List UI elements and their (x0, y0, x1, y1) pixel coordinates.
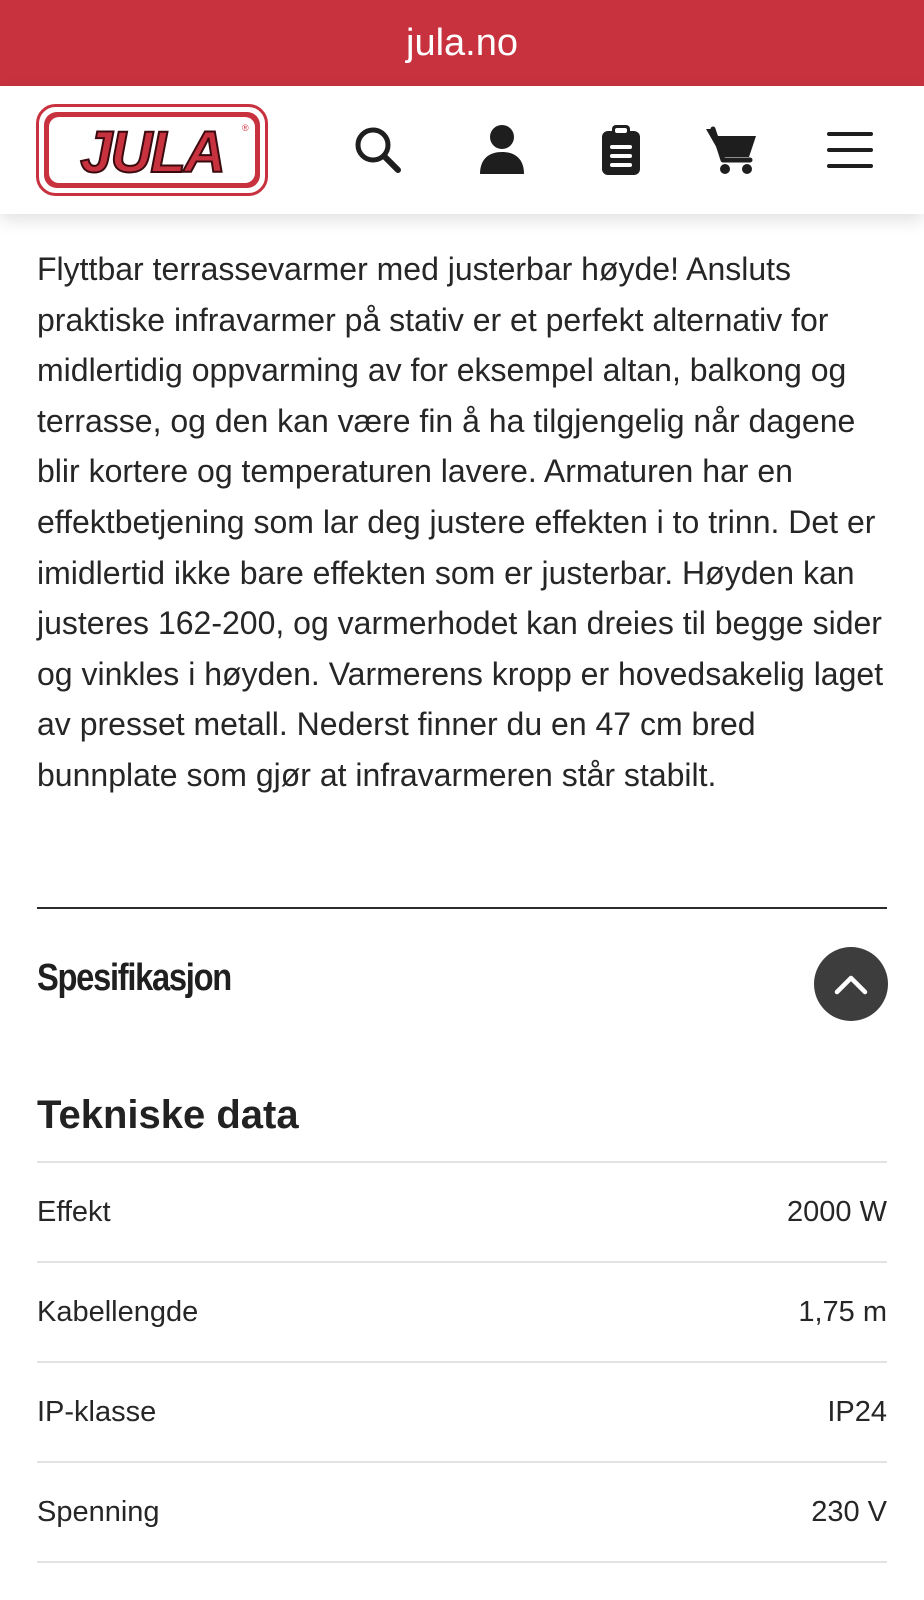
spec-row (37, 1363, 887, 1461)
clipboard-icon[interactable] (593, 122, 649, 178)
technical-data-heading: Tekniske data (37, 1093, 299, 1137)
cart-icon[interactable] (704, 122, 760, 178)
account-icon[interactable] (474, 122, 530, 178)
search-icon[interactable] (350, 122, 406, 178)
collapse-spec-button[interactable] (814, 947, 888, 1021)
chevron-up-icon (833, 972, 869, 996)
browser-url-bar[interactable] (0, 0, 924, 86)
spec-label: Effekt (37, 1195, 111, 1228)
spec-label: Spenning (37, 1495, 160, 1528)
spec-row (37, 1263, 887, 1361)
svg-text:®: ® (242, 123, 249, 133)
spec-value: 230 V (811, 1495, 887, 1528)
product-description-section (37, 244, 889, 801)
spec-row (37, 1163, 887, 1261)
row-divider (37, 1561, 887, 1563)
url-text: jula.no (406, 21, 518, 64)
spec-value: 2000 W (787, 1195, 887, 1228)
spec-row (37, 1463, 887, 1561)
spec-label: IP-klasse (37, 1395, 157, 1428)
menu-icon[interactable] (822, 122, 878, 178)
spec-value: 1,75 m (798, 1295, 887, 1328)
spec-value: IP24 (827, 1395, 887, 1428)
spec-label: Kabellengde (37, 1295, 199, 1328)
site-header (0, 86, 924, 214)
jula-logo[interactable] (36, 104, 268, 196)
product-description: Flyttbar terrassevarmer med justerbar høyde! Ansluts praktiske infravarmer på stativ er et perfekt alternativ for midlertidig oppvarming av for eksempel altan, balkong og terrasse, og den kan være fin å ha tilgjengelig når dagene blir kortere og temperaturen lavere. Armaturen har en effektbetjening som lar deg justere effekten i to trinn. Det er imidlertid ikke bare effekten som er justerbar. Høyden kan justeres 162-200, og varmerhodet kan dreies til begge sider og vinkles i høyden. Varmerens kropp er hovedsakelig laget av presset metall. Nederst finner du en 47 cm bred bunnplate som gjør at infravarmeren står stabilt. (37, 251, 884, 793)
section-divider (37, 907, 887, 909)
logo-text: JULA (80, 120, 224, 185)
spec-heading[interactable]: Spesifikasjon (37, 957, 231, 999)
